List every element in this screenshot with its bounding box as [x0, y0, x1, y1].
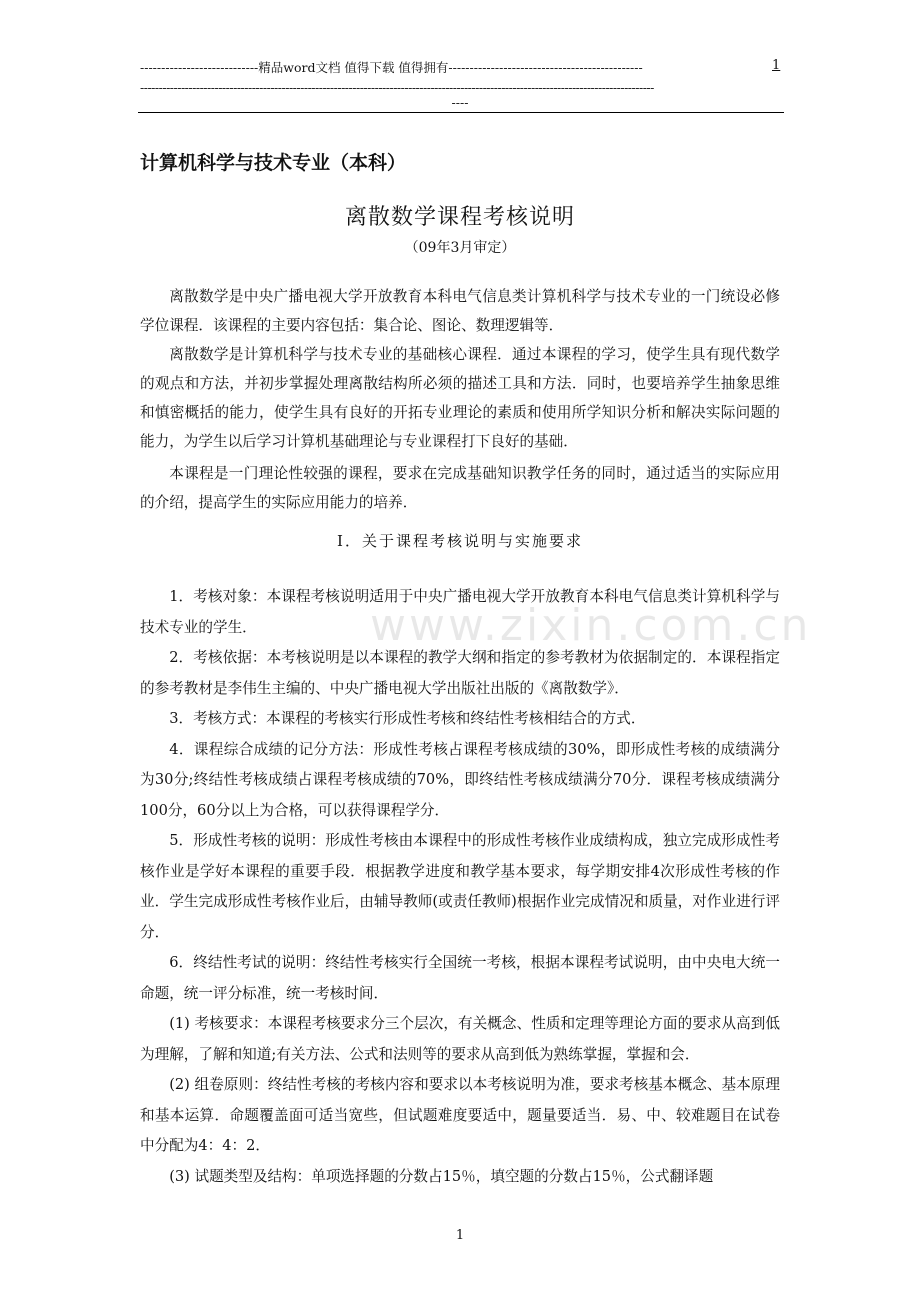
header-page-number: 1 — [772, 58, 781, 73]
header-rule — [138, 112, 784, 113]
intro-section — [140, 282, 780, 517]
major-heading: 计算机科学与技术专业（本科） — [140, 152, 407, 174]
header-dash-line: ------------------------------------------------------------------------------------------------------------------------------------------ — [140, 80, 654, 95]
list-item: 5．形成性考核的说明：形成性考核由本课程中的形成性考核作业成绩构成，独立完成形成性考核作业是学好本课程的重要手段．根据教学进度和教学基本要求，每学期安排4次形成性考核的作业．学生完成形成性考核作业后，由辅导教师(或责任教师)根据作业完成情况和质量，对作业进行评分． — [140, 832, 780, 941]
section-heading: Ⅰ．关于课程考核说明与实施要求 — [337, 532, 583, 550]
list-item: 3．考核方式：本课程的考核实行形成性考核和终结性考核相结合的方式． — [169, 710, 646, 727]
footer-page-number: 1 — [455, 1228, 465, 1243]
watermark: www.zixin.com.cn — [370, 600, 812, 651]
intro-paragraph: 离散数学是计算机科学与技术专业的基础核心课程．通过本课程的学习，使学生具有现代数学的观点和方法，并初步掌握处理离散结构所必须的描述工具和方法．同时，也要培养学生抽象思维和慎密概括的能力，使学生具有良好的开拓专业理论的素质和使用所学知识分析和解决实际问题的能力，为学生以后学习计算机基础理论与专业课程打下良好的基础． — [140, 346, 780, 450]
list-item: 1．考核对象：本课程考核说明适用于中央广播电视大学开放教育本科电气信息类计算机科学与技术专业的学生． — [140, 588, 780, 636]
list-item: (3) 试题类型及结构：单项选择题的分数占15％，填空题的分数占15％，公式翻译题 — [169, 1167, 714, 1185]
header-dash-tail: ---- — [451, 95, 469, 110]
list-item: 4．课程综合成绩的记分方法：形成性考核占课程考核成绩的30%，即形成性考核的成绩满分为30分;终结性考核成绩占课程考核成绩的70%，即终结性考核成绩满分70分．课程考核成绩满分100分，60分以上为合格，可以获得课程学分． — [140, 740, 780, 819]
header-banner: ----------------------------精品word文档 值得下载 值得拥有---------------------------------------------- — [140, 60, 643, 75]
intro-paragraph: 离散数学是中央广播电视大学开放教育本科电气信息类计算机科学与技术专业的一门统设必修学位课程．该课程的主要内容包括：集合论、图论、数理逻辑等． — [140, 288, 780, 334]
list-item: (2) 组卷原则：终结性考核的考核内容和要求以本考核说明为准，要求考核基本概念、基本原理和基本运算．命题覆盖面可适当宽些，但试题难度要适中，题量要适当．易、中、较难题目在试卷中分配为4：4：2． — [140, 1076, 780, 1154]
document-subtitle: （09年3月审定） — [404, 240, 516, 256]
intro-paragraph: 本课程是一门理论性较强的课程，要求在完成基础知识教学任务的同时，通过适当的实际应用的介绍，提高学生的实际应用能力的培养． — [140, 465, 780, 511]
document-title: 离散数学课程考核说明 — [344, 205, 575, 230]
list-item: 2．考核依据：本考核说明是以本课程的教学大纲和指定的参考教材为依据制定的．本课程指定的参考教材是李伟生主编的、中央广播电视大学出版社出版的《离散数学》． — [140, 649, 780, 697]
list-item: 6．终结性考试的说明：终结性考核实行全国统一考核，根据本课程考试说明，由中央电大统一命题，统一评分标准，统一考核时间． — [140, 954, 780, 1002]
list-item: (1) 考核要求：本课程考核要求分三个层次，有关概念、性质和定理等理论方面的要求从高到低为理解，了解和知道;有关方法、公式和法则等的要求从高到低为熟练掌握，掌握和会． — [140, 1015, 780, 1063]
requirements-list — [140, 582, 780, 1192]
